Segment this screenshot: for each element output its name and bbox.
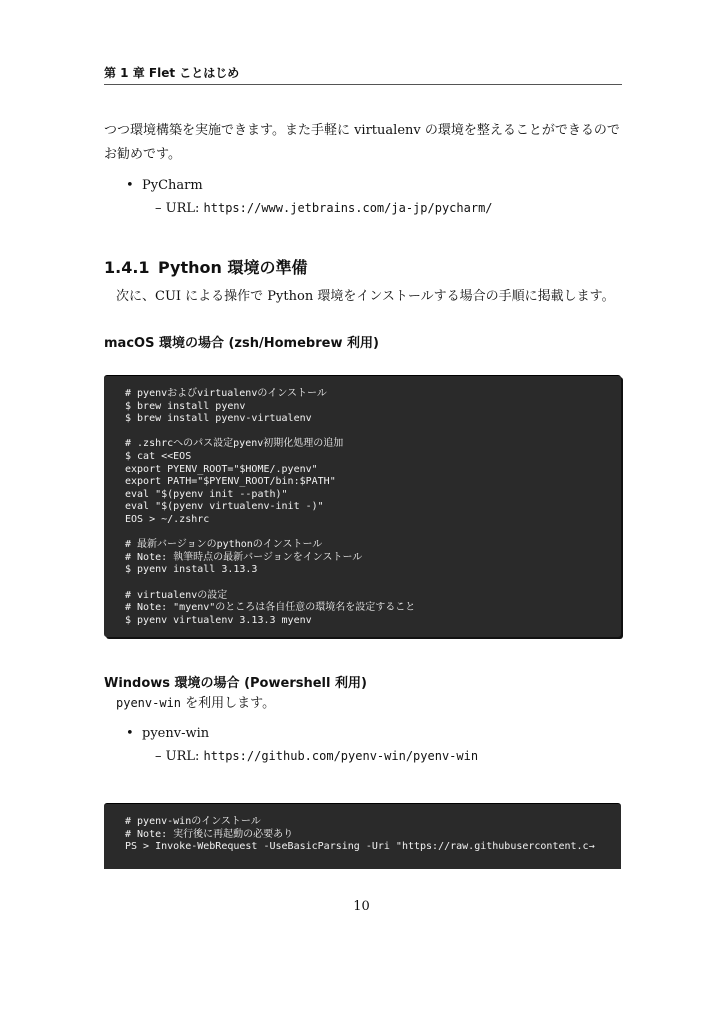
code-line: eval "$(pyenv virtualenv-init -)" bbox=[125, 501, 324, 513]
code-line bbox=[125, 577, 621, 590]
code-line: $ brew install pyenv-virtualenv bbox=[125, 413, 312, 425]
code-line bbox=[125, 426, 621, 439]
code-line: export PYENV_ROOT="$HOME/.pyenv" bbox=[125, 463, 318, 475]
bullet-icon: • bbox=[126, 726, 134, 741]
pyenv-win-label: pyenv-win bbox=[142, 726, 210, 741]
code-line: # Note: 執筆時点の最新バージョンをインストール bbox=[125, 551, 363, 563]
url-label: – URL: bbox=[155, 749, 200, 764]
pyenv-win-inline-code: pyenv-win bbox=[116, 696, 182, 710]
code-line bbox=[125, 527, 621, 540]
section-title bbox=[104, 255, 307, 278]
code-line: PS > Invoke-WebRequest -UseBasicParsing -Uri "https://raw.githubusercontent.c→ bbox=[125, 841, 595, 853]
pycharm-url-line bbox=[155, 201, 493, 216]
code-line: export PATH="$PYENV_ROOT/bin:$PATH" bbox=[125, 476, 336, 488]
pyenv-win-url-link[interactable]: https://github.com/pyenv-win/pyenv-win bbox=[203, 749, 479, 763]
code-line: $ pyenv install 3.13.3 bbox=[125, 564, 258, 576]
section-number: 1.4.1 bbox=[104, 258, 150, 277]
code-line: # Note: "myenv"のところは各自任意の環境名を設定すること bbox=[125, 602, 416, 614]
page-number: 10 bbox=[353, 899, 370, 914]
macos-code-block[interactable] bbox=[104, 375, 621, 637]
section-heading: Python 環境の準備 bbox=[158, 258, 308, 277]
code-line: # pyenvおよびvirtualenvのインストール bbox=[125, 388, 327, 399]
url-label: – URL: bbox=[155, 201, 200, 216]
list-item-pycharm bbox=[126, 178, 203, 193]
code-line: $ cat <<EOS bbox=[125, 450, 192, 462]
bullet-icon: • bbox=[126, 178, 134, 193]
code-line: # Note: 実行後に再起動の必要あり bbox=[125, 828, 294, 840]
macos-heading: macOS 環境の場合 (zsh/Homebrew 利用) bbox=[104, 336, 379, 351]
list-item-pyenv-win bbox=[126, 726, 209, 741]
intro-line-1: つつ環境構築を実施できます。また手軽に virtualenv の環境を整えることができるので bbox=[104, 123, 620, 138]
windows-code-block[interactable] bbox=[104, 803, 621, 869]
running-header: 第 1 章 Flet ことはじめ bbox=[104, 64, 622, 85]
code-line: $ brew install pyenv bbox=[125, 400, 246, 412]
code-line: # virtualenvの設定 bbox=[125, 589, 228, 601]
code-line: EOS > ~/.zshrc bbox=[125, 513, 210, 525]
windows-intro bbox=[116, 691, 636, 716]
macos-code-lines bbox=[104, 376, 621, 627]
windows-intro-text: を利用します。 bbox=[181, 696, 276, 711]
windows-heading: Windows 環境の場合 (Powershell 利用) bbox=[104, 676, 367, 691]
pycharm-label: PyCharm bbox=[142, 178, 203, 193]
code-line: # .zshrcへのパス設定pyenv初期化処理の追加 bbox=[125, 438, 344, 450]
intro-line-2: お勧めです。 bbox=[104, 147, 181, 162]
pyenv-win-url-line bbox=[155, 749, 478, 764]
code-line: # pyenv-winのインストール bbox=[125, 816, 261, 827]
code-line: # 最新バージョンのpythonのインストール bbox=[125, 539, 323, 551]
pycharm-url-link[interactable]: https://www.jetbrains.com/ja-jp/pycharm/ bbox=[203, 201, 493, 215]
windows-code-lines bbox=[104, 804, 621, 854]
section-intro: 次に、CUI による操作で Python 環境をインストールする場合の手順に掲載します。 bbox=[116, 289, 615, 304]
code-line: eval "$(pyenv init --path)" bbox=[125, 488, 288, 500]
code-line: $ pyenv virtualenv 3.13.3 myenv bbox=[125, 614, 312, 626]
